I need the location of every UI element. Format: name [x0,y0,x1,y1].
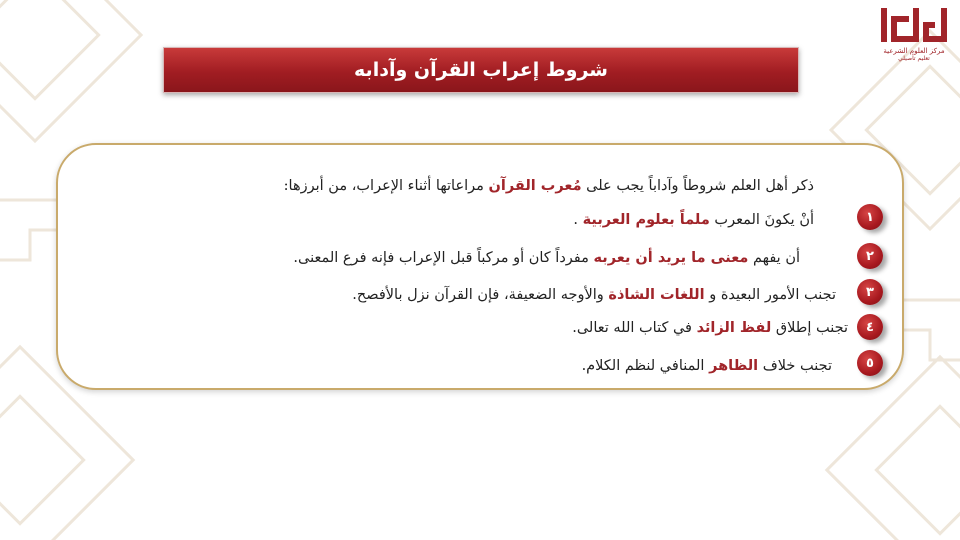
intro-before: ذكر أهل العلم شروطاً وآداباً يجب على [581,178,814,194]
item-text-after: مفرداً كان أو مركباً قبل الإعراب فإنه فرع المعنى. [293,250,594,266]
intro-after: مراعاتها أثناء الإعراب، من أبرزها: [283,178,489,194]
item-highlight: ملماً بعلوم العربية [582,212,710,228]
item-number: ٢ [866,248,874,264]
item-text-after: والأوجه الضعيفة، فإن القرآن نزل بالأفصح. [352,287,609,303]
item-number-badge [857,314,883,340]
logo-subtitle: مركز العلوم الشرعية [883,47,945,55]
item-number-badge [857,204,883,230]
item-highlight: لفظ الزائد [696,320,772,336]
item-number-badge [857,350,883,376]
item-highlight: اللغات الشاذة [608,287,705,303]
list-item [352,287,836,303]
item-highlight: معنى ما يريد أن يعربه [593,250,749,266]
item-text-after: . [573,212,583,228]
title-banner [163,47,799,93]
item-number: ٥ [866,355,874,371]
item-text-before: أن يفهم [748,250,800,266]
item-number-badge [857,243,883,269]
item-highlight: الظاهر [709,358,759,374]
item-text-before: تجنب الأمور البعيدة و [704,287,836,303]
page-title: شروط إعراب القرآن وآدابه [354,59,608,81]
intro-text [134,178,814,194]
intro-highlight: مُعرب القرآن [488,178,582,194]
item-text-after: في كتاب الله تعالى. [572,320,697,336]
list-item [572,320,848,336]
logo-mark-icon [879,6,949,44]
list-item [573,212,814,228]
item-number: ٤ [866,319,874,335]
logo-tagline: تعليم تأصيلي [898,55,930,62]
item-number-badge [857,279,883,305]
brand-logo [876,6,952,68]
item-text-before: تجنب خلاف [758,358,832,374]
list-item [293,250,800,266]
item-number: ٣ [866,284,874,300]
item-number: ١ [866,209,874,225]
list-item [582,358,832,374]
item-text-before: أنْ يكونَ المعرب [709,212,814,228]
item-text-after: المنافي لنظم الكلام. [581,358,710,374]
item-text-before: تجنب إطلاق [771,320,848,336]
